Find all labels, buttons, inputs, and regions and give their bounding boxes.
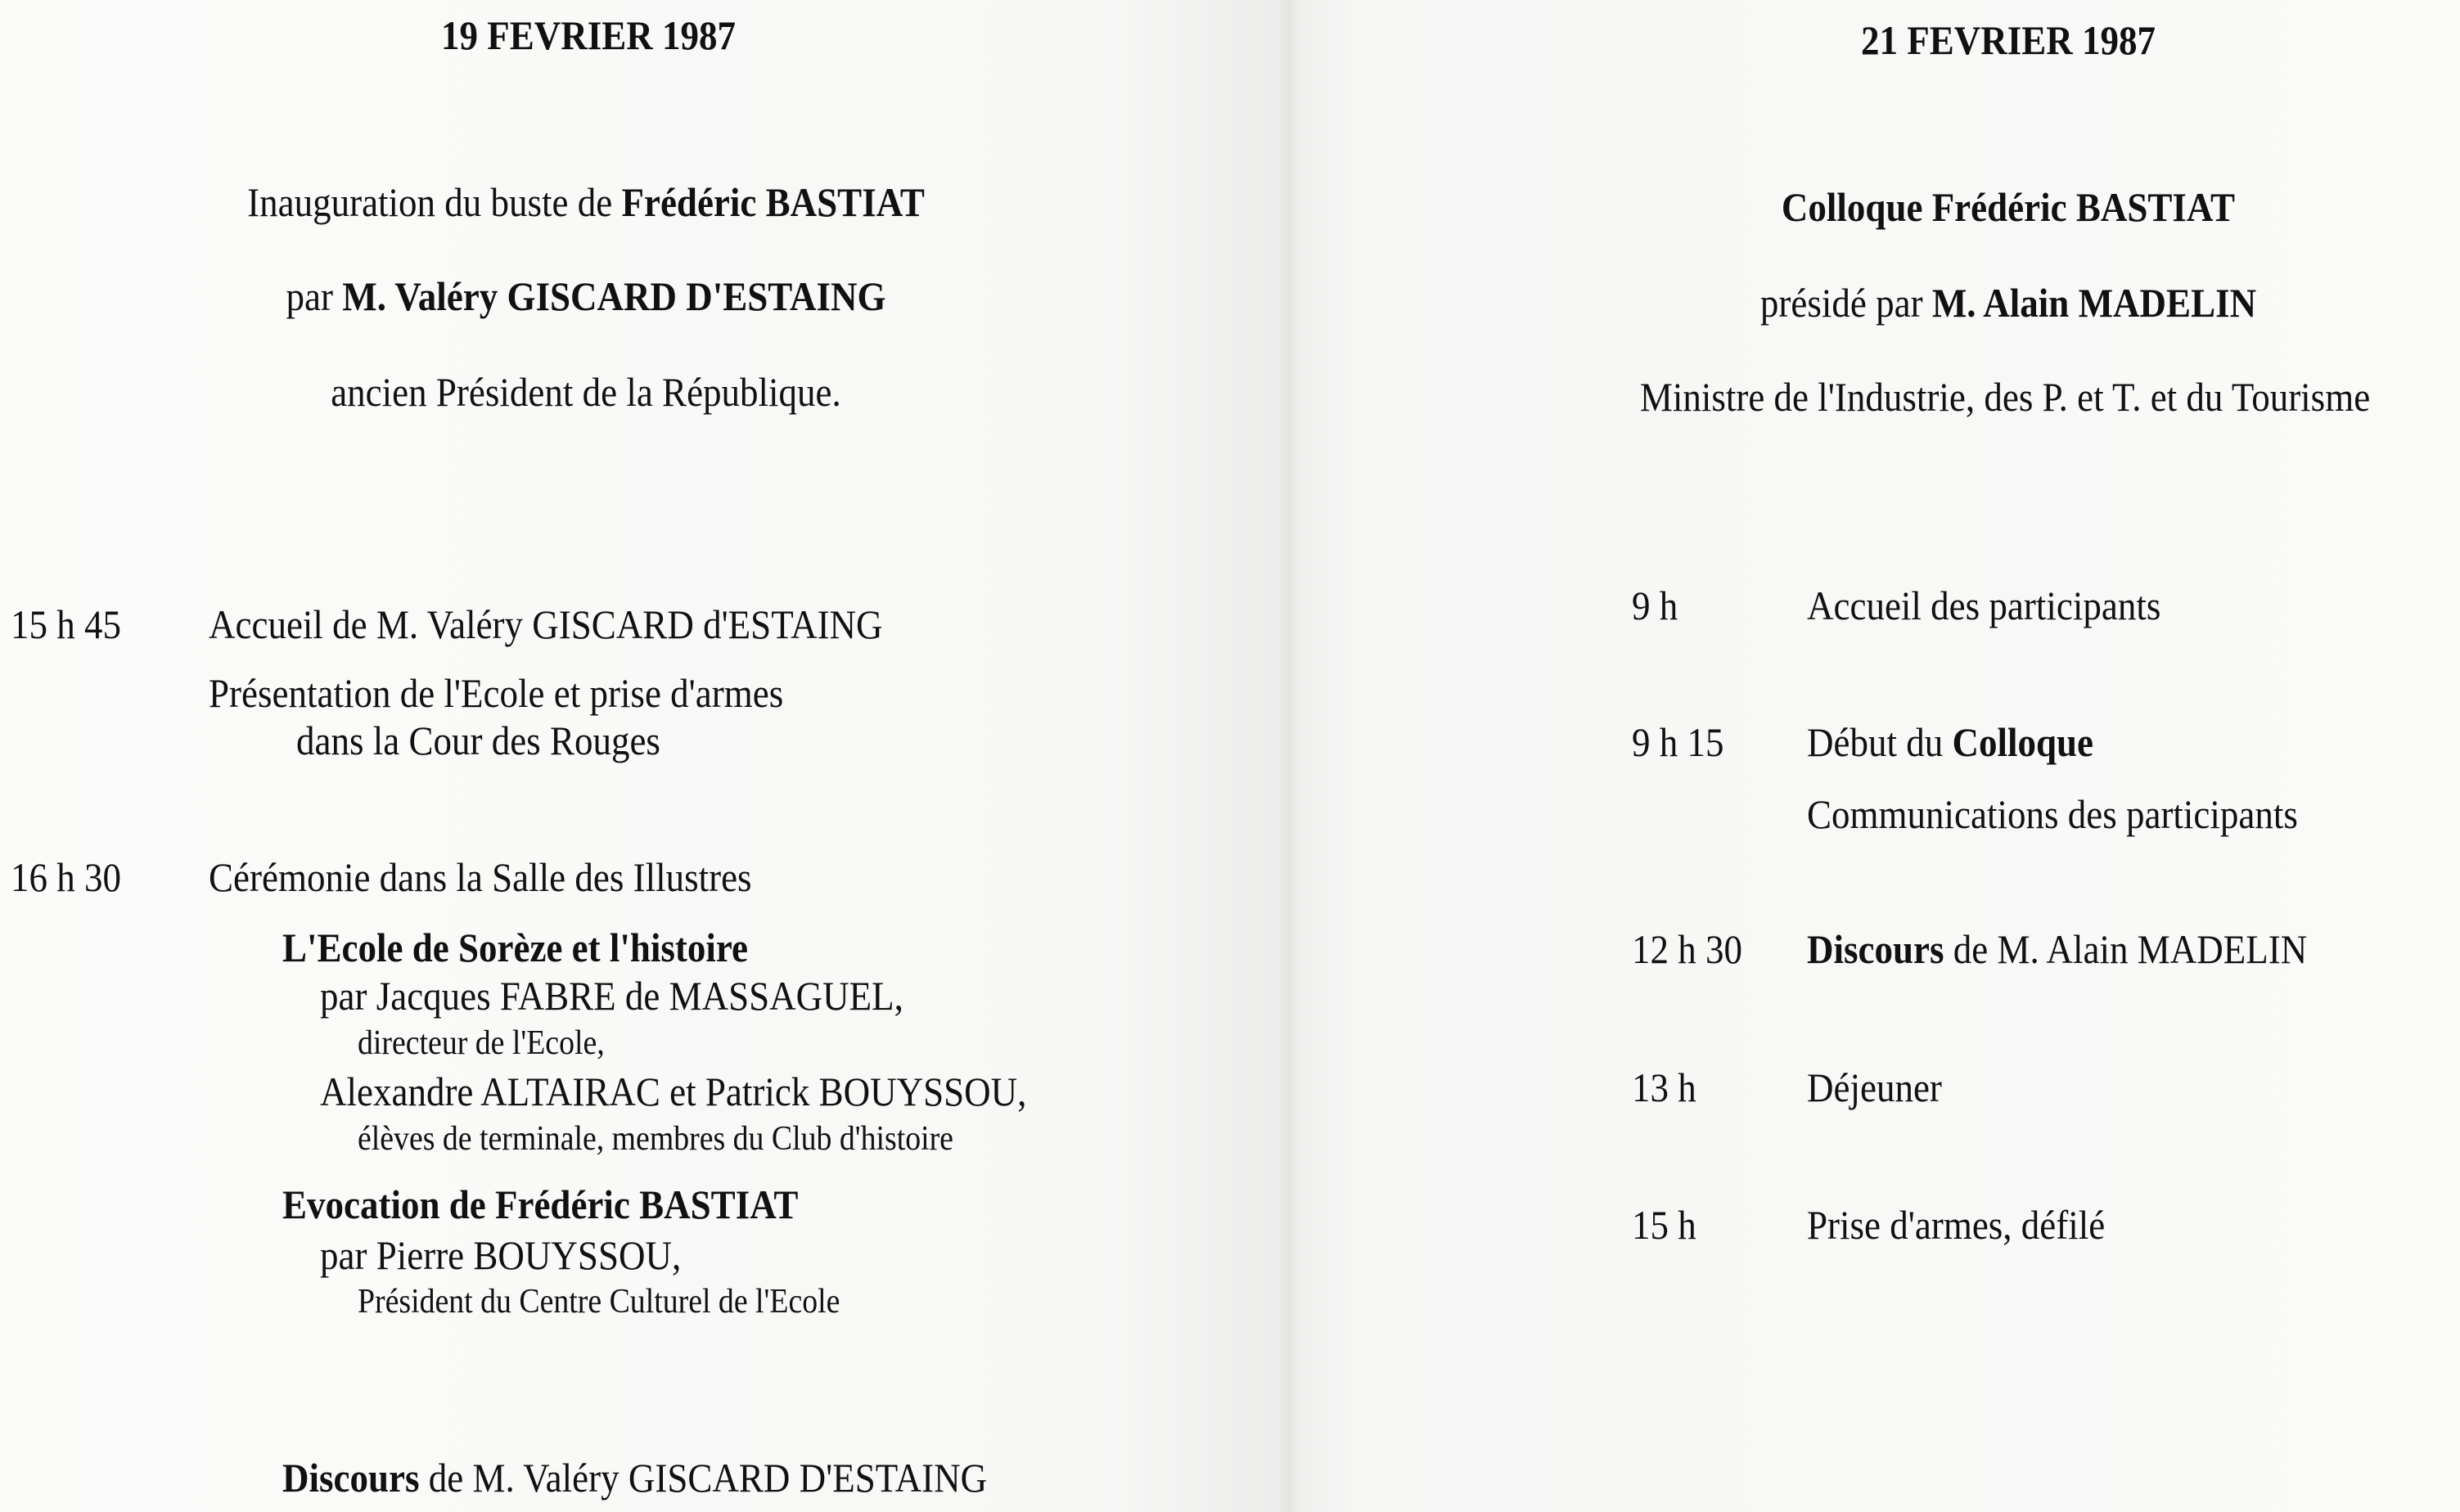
- text: Inauguration du buste de: [247, 179, 622, 225]
- schedule-time: 9 h 15: [1632, 719, 1724, 765]
- text: Début du: [1807, 719, 1953, 765]
- schedule-detail: dans la Cour des Rouges: [296, 718, 660, 763]
- text: Discours: [282, 1455, 420, 1501]
- presenter-line: [286, 273, 886, 319]
- text: par: [286, 273, 343, 319]
- schedule-time: 9 h: [1632, 583, 1678, 628]
- schedule-event: Prise d'armes, défilé: [1807, 1202, 2106, 1248]
- page-fold: [1277, 0, 1301, 1512]
- text: Discours: [1807, 926, 1944, 972]
- talk-title: Evocation de Frédéric BASTIAT: [282, 1181, 799, 1227]
- talk-speaker: par Pierre BOUYSSOU,: [320, 1232, 682, 1278]
- presided-line: [1759, 280, 2257, 326]
- schedule-event: Cérémonie dans la Salle des Illustres: [209, 854, 752, 900]
- text: de M. Alain MADELIN: [1944, 926, 2308, 972]
- right-date: 21 FEVRIER 1987: [1860, 17, 2156, 63]
- schedule-detail: Présentation de l'Ecole et prise d'armes: [209, 670, 784, 716]
- schedule-event: Déjeuner: [1807, 1064, 1942, 1110]
- schedule-time: 15 h: [1632, 1202, 1696, 1248]
- schedule-time: 13 h: [1632, 1064, 1696, 1110]
- talk-speaker: par Jacques FABRE de MASSAGUEL,: [320, 973, 903, 1019]
- text: présidé par: [1759, 280, 1932, 326]
- schedule-event: [1807, 926, 2308, 972]
- schedule-event: [1807, 719, 2094, 765]
- left-date: 19 FEVRIER 1987: [440, 12, 737, 58]
- text: M. Alain MADELIN: [1931, 280, 2257, 326]
- schedule-time: 15 h 45: [11, 601, 121, 647]
- schedule-event: Accueil de M. Valéry GISCARD d'ESTAING: [209, 601, 883, 647]
- text: Colloque: [1952, 719, 2094, 765]
- schedule-time: 12 h 30: [1632, 926, 1742, 972]
- text: Frédéric BASTIAT: [621, 179, 925, 225]
- presenter-title: ancien Président de la République.: [331, 369, 841, 415]
- schedule-time: 16 h 30: [11, 854, 121, 900]
- minister-line: Ministre de l'Industrie, des P. et T. et du Tourisme: [1639, 374, 2371, 420]
- text: de M. Valéry GISCARD D'ESTAING: [419, 1455, 988, 1501]
- schedule-detail: Communications des participants: [1807, 791, 2298, 837]
- talk-role: directeur de l'Ecole,: [358, 1024, 605, 1062]
- inauguration-line: [247, 179, 925, 225]
- closing-speech: [282, 1455, 988, 1501]
- text: M. Valéry GISCARD D'ESTAING: [342, 273, 886, 319]
- colloquium-title: Colloque Frédéric BASTIAT: [1781, 184, 2236, 230]
- talk-title: L'Ecole de Sorèze et l'histoire: [282, 925, 749, 970]
- schedule-event: Accueil des participants: [1807, 583, 2161, 628]
- talk-role: élèves de terminale, membres du Club d'histoire: [358, 1120, 953, 1158]
- talk-role: Président du Centre Culturel de l'Ecole: [358, 1283, 840, 1321]
- talk-speaker: Alexandre ALTAIRAC et Patrick BOUYSSOU,: [320, 1069, 1027, 1114]
